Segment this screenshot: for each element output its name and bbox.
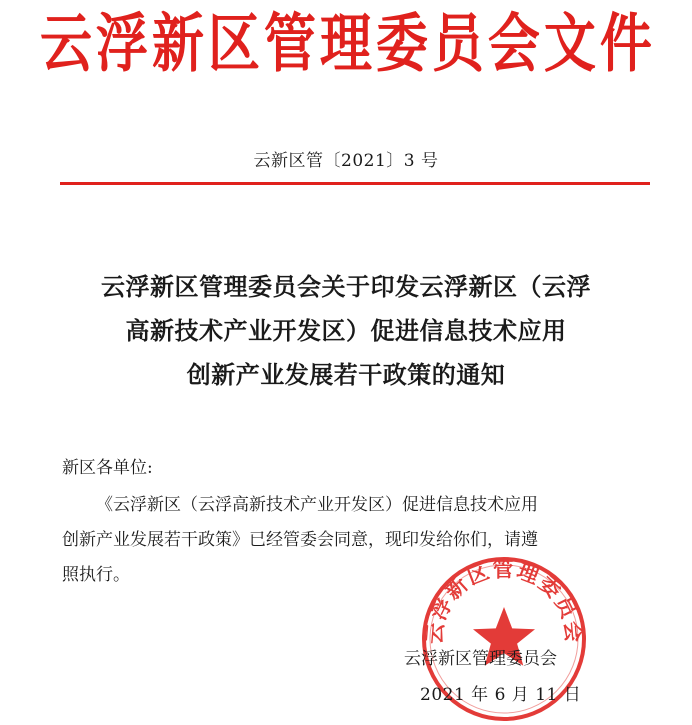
title-line: 高新技术产业开发区）促进信息技术应用	[125, 317, 567, 345]
title-line: 云浮新区管理委员会关于印发云浮新区（云浮	[101, 273, 591, 301]
masthead-char: 浮	[95, 8, 148, 82]
masthead-char: 员	[431, 8, 484, 82]
body-line: 照执行。	[62, 565, 130, 585]
masthead-char: 理	[319, 8, 372, 82]
seal-text: 云浮新区管理委员会	[422, 557, 586, 646]
body-line: 创新产业发展若干政策》已经管委会同意，现印发给你们，请遵	[62, 530, 538, 550]
masthead-char: 委	[375, 8, 428, 82]
body-line: 《云浮新区（云浮高新技术产业开发区）促进信息技术应用	[96, 495, 538, 515]
title-line: 创新产业发展若干政策的通知	[186, 361, 506, 389]
salutation: 新区各单位:	[62, 458, 153, 478]
issuer-name: 云浮新区管理委员会	[404, 649, 557, 669]
issue-date: 2021 年 6 月 11 日	[420, 685, 582, 705]
masthead-char: 件	[599, 8, 652, 82]
masthead-char: 区	[207, 8, 260, 82]
masthead	[40, 6, 652, 84]
document-title	[40, 265, 652, 397]
masthead-char: 会	[487, 8, 540, 82]
masthead-char: 新	[151, 8, 204, 82]
document-number: 云新区管〔2021〕3 号	[253, 151, 439, 171]
red-divider-line	[60, 182, 650, 185]
masthead-char: 管	[263, 8, 316, 82]
masthead-char: 文	[543, 8, 596, 82]
masthead-char: 云	[40, 8, 93, 82]
